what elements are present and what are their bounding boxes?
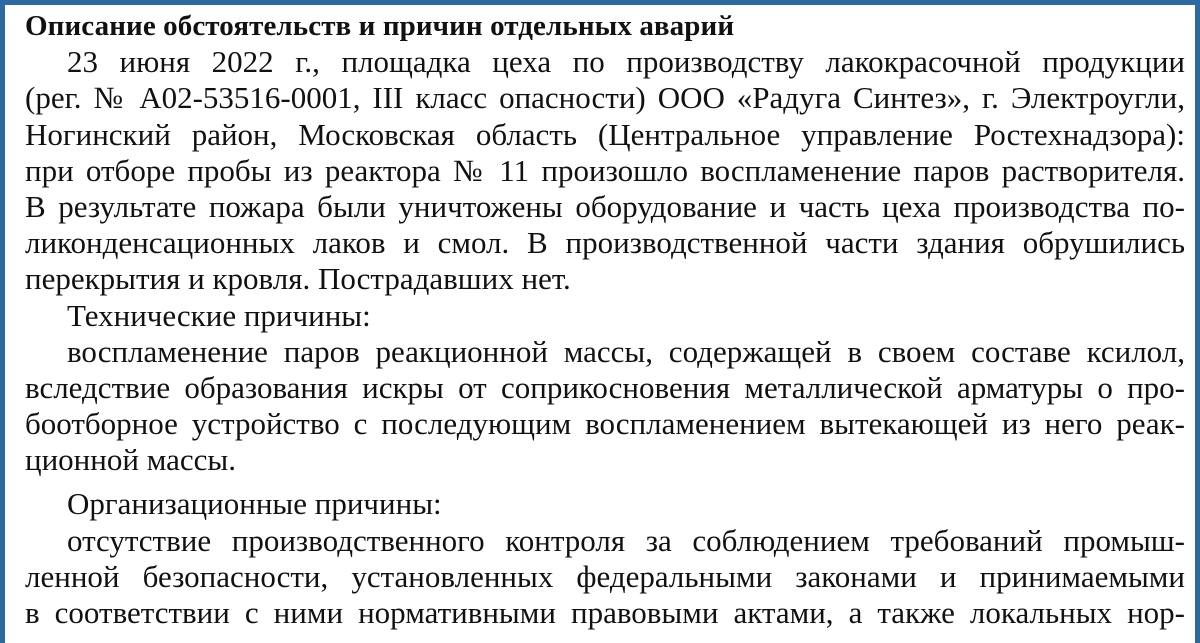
paragraph-line: (рег. № А02-53516-0001, III класс опасности) ООО «Радуга Синтез», г. Электроугли, <box>25 80 1185 116</box>
paragraph-line: ликонденсационных лаков и смол. В производственной части здания обрушились <box>25 225 1185 261</box>
paragraph-line: вследствие образования искры от соприкосновения металлической арматуры о про- <box>25 369 1185 405</box>
paragraph-line: Ногинский район, Московская область (Центральное управление Ростехнадзора): <box>25 116 1185 152</box>
paragraph-line: 23 июня 2022 г., площадка цеха по производству лакокрасочной продукции <box>67 44 1185 80</box>
paragraph-line: перекрытия и кровля. Пострадавших нет. <box>25 261 571 297</box>
paragraph-line: отсутствие производственного контроля за соблюдением требований промыш- <box>67 522 1185 558</box>
paragraph-line: ционной массы. <box>25 442 236 478</box>
paragraph-line: В результате пожара были уничтожены оборудование и часть цеха производства по- <box>25 188 1185 224</box>
paragraph-line: боотборное устройство с последующим воспламенением вытекающей из него реак- <box>25 406 1185 442</box>
paragraph-line: в соответствии с ними нормативными правовыми актами, а также локальных нор- <box>25 595 1185 630</box>
document-text <box>25 8 1185 631</box>
technical-causes-section <box>25 298 1185 479</box>
paragraph-line: воспламенение паров реакционной массы, содержащей в своем составе ксилол, <box>67 333 1185 369</box>
paragraph-line: при отборе пробы из реактора № 11 произошло воспламенение паров растворителя. <box>25 152 1185 188</box>
incident-paragraph <box>25 44 1185 297</box>
section-heading: Описание обстоятельств и причин отдельных аварий <box>25 10 735 42</box>
organizational-causes-label: Организационные причины: <box>67 486 442 522</box>
organizational-causes-section <box>25 486 1185 631</box>
paragraph-line: ленной безопасности, установленных федеральными законами и принимаемыми <box>25 558 1185 594</box>
technical-causes-label: Технические причины: <box>67 297 371 333</box>
